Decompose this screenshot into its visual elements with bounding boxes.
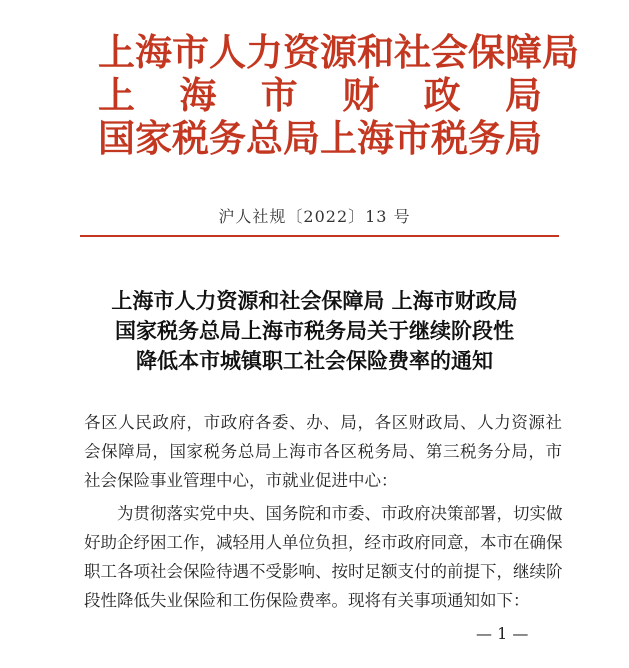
document-number: 沪人社规〔2022〕13 号	[218, 207, 411, 226]
issuer-line-1: 上海市人力资源和社会保障局	[98, 30, 579, 74]
body-line: 为贯彻落实党中央、国务院和市委、市政府决策部署，切实做	[84, 504, 563, 523]
issuer-line-2: 上 海 市 财 政 局	[98, 73, 542, 117]
body-line: 好助企纾困工作，减轻用人单位负担，经市政府同意，本市在确保	[84, 533, 563, 552]
title-line-3: 降低本市城镇职工社会保险费率的通知	[136, 348, 493, 373]
page-number: — 1 —	[476, 624, 529, 643]
body-line: 各区人民政府，市政府各委、办、局，各区财政局、人力资源社	[84, 413, 562, 432]
title-line-1: 上海市人力资源和社会保障局 上海市财政局	[111, 288, 518, 313]
red-divider	[80, 235, 559, 237]
body-line: 段性降低失业保险和工伤保险费率。现将有关事项通知如下：	[84, 591, 530, 610]
body-line: 社会保险事业管理中心，市就业促进中心：	[84, 471, 398, 490]
issuer-line-3: 国家税务总局上海市税务局	[98, 116, 542, 160]
body-line: 职工各项社会保险待遇不受影响、按时足额支付的前提下，继续阶	[84, 562, 563, 581]
body-line: 会保障局，国家税务总局上海市各区税务局、第三税务分局，市	[84, 442, 562, 461]
title-line-2: 国家税务总局上海市税务局关于继续阶段性	[115, 318, 514, 343]
